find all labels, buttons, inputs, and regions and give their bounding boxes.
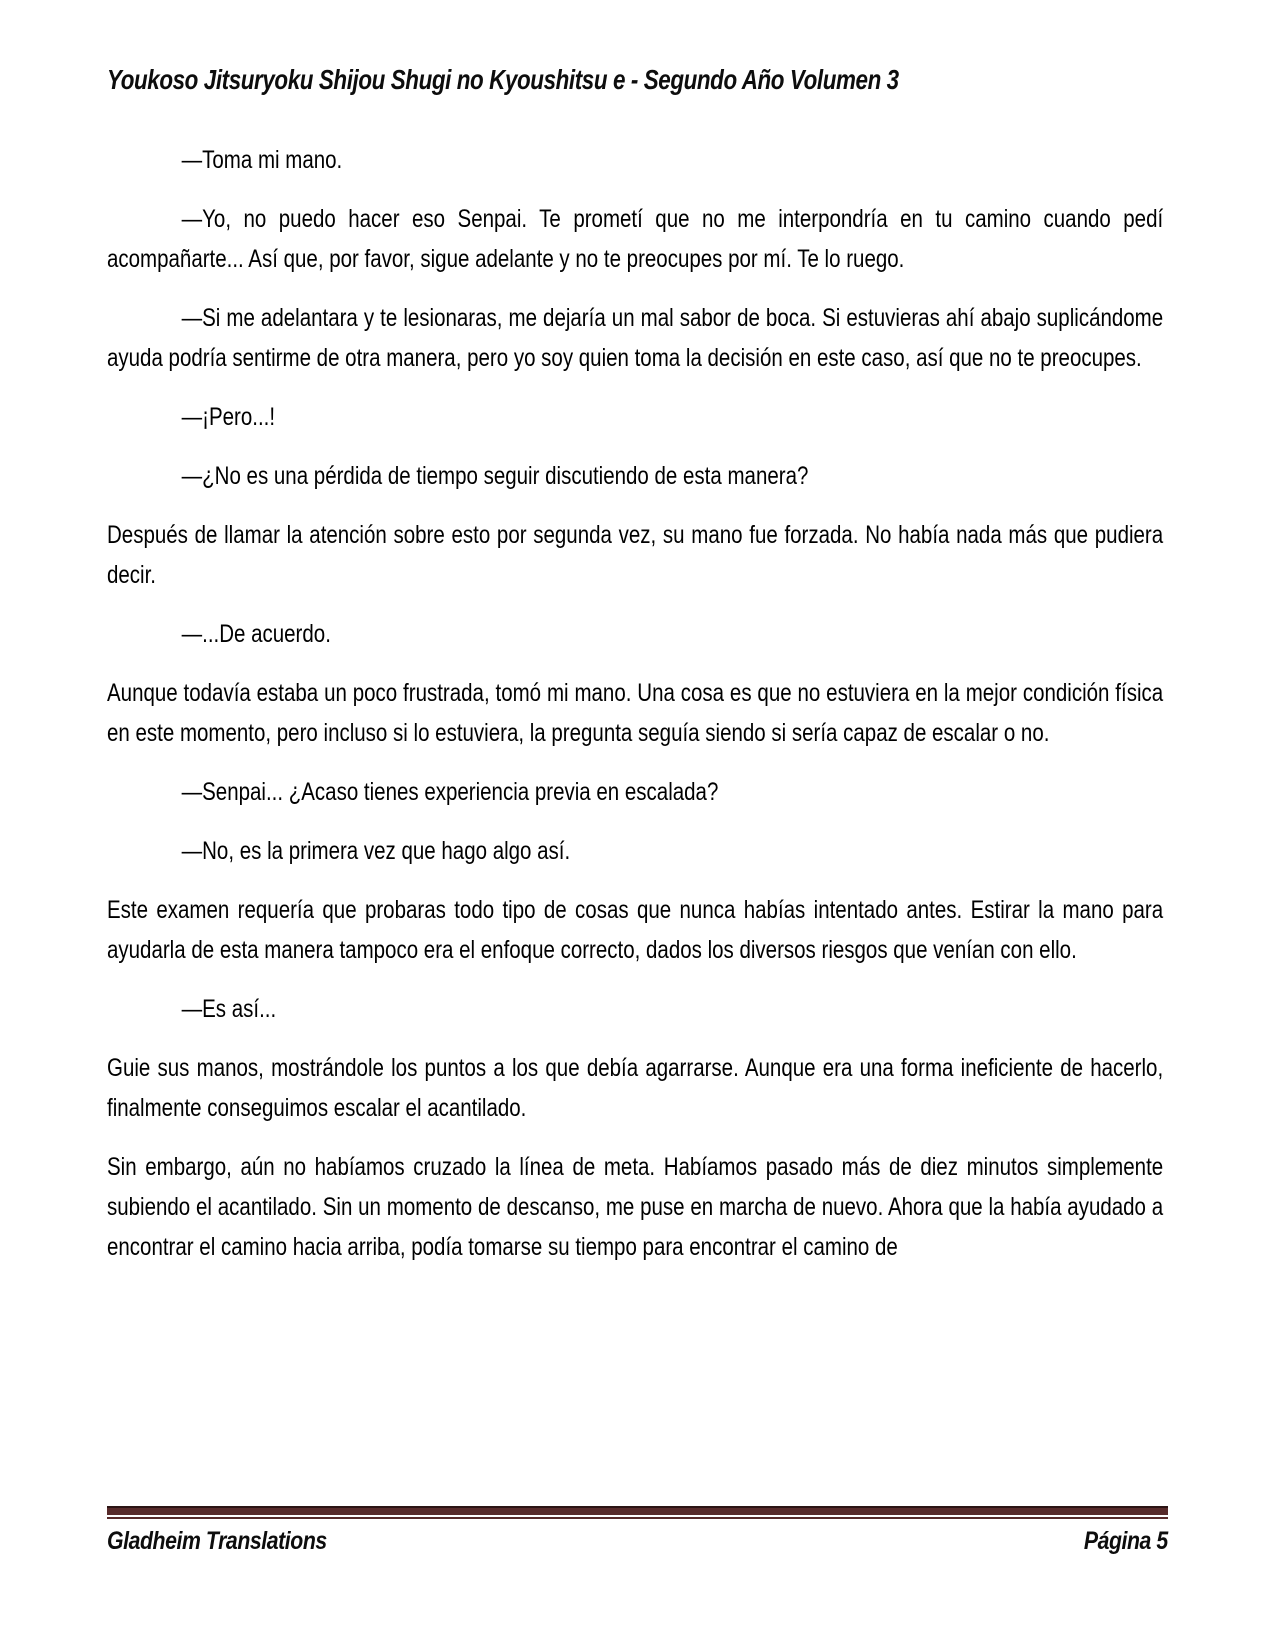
dialogue-paragraph: —¡Pero...!	[181, 403, 276, 431]
footer-page-number: Página 5	[1083, 1527, 1168, 1555]
dialogue-paragraph: —...De acuerdo.	[181, 620, 331, 648]
narration-paragraph: Guie sus manos, mostrándole los puntos a los que debía agarrarse. Aunque era una forma ineficiente de hacerlo, finalmente conseguimos escalar el acantilado.	[107, 1054, 1164, 1122]
page-header-title: Youkoso Jitsuryoku Shijou Shugi no Kyoushitsu e - Segundo Año Volumen 3	[107, 64, 899, 95]
page-footer	[107, 1527, 1168, 1556]
dialogue-paragraph: —Yo, no puedo hacer eso Senpai. Te prometí que no me interpondría en tu camino cuando pedí acompañarte... Así que, por favor, sigue adelante y no te preocupes por mí. Te lo ruego.	[107, 205, 1164, 273]
footer-translator-name: Gladheim Translations	[107, 1527, 327, 1555]
dialogue-paragraph: —No, es la primera vez que hago algo así.	[181, 837, 571, 865]
narration-paragraph: Aunque todavía estaba un poco frustrada, tomó mi mano. Una cosa es que no estuviera en la mejor condición física en este momento, pero incluso si lo estuviera, la pregunta seguía siendo si sería capaz de escalar o no.	[107, 679, 1164, 747]
footer-divider	[107, 1506, 1168, 1519]
narration-paragraph: Este examen requería que probaras todo tipo de cosas que nunca habías intentado antes. Estirar la mano para ayudarla de esta manera tampoco era el enfoque correcto, dados los diversos riesgos que venían con ello.	[107, 896, 1164, 964]
narration-paragraph: Después de llamar la atención sobre esto por segunda vez, su mano fue forzada. No había nada más que pudiera decir.	[107, 521, 1164, 589]
dialogue-paragraph: —¿No es una pérdida de tiempo seguir discutiendo de esta manera?	[181, 462, 809, 490]
footer-divider-thick-line	[107, 1506, 1168, 1515]
dialogue-paragraph: —Es así...	[181, 995, 277, 1023]
dialogue-paragraph: —Si me adelantara y te lesionaras, me dejaría un mal sabor de boca. Si estuvieras ahí abajo suplicándome ayuda podría sentirme de otra manera, pero yo soy quien toma la decisión en este caso, así que no te preocupes.	[107, 304, 1164, 372]
dialogue-paragraph: —Toma mi mano.	[181, 146, 343, 174]
narration-paragraph: Sin embargo, aún no habíamos cruzado la línea de meta. Habíamos pasado más de diez minutos simplemente subiendo el acantilado. Sin un momento de descanso, me puse en marcha de nuevo. Ahora que la había ayudado a encontrar el camino hacia arriba, podía tomarse su tiempo para encontrar el camino de	[107, 1153, 1164, 1261]
dialogue-paragraph: —Senpai... ¿Acaso tienes experiencia previa en escalada?	[181, 778, 719, 806]
novel-text-body	[107, 140, 1163, 1286]
footer-divider-thin-line	[107, 1517, 1168, 1519]
